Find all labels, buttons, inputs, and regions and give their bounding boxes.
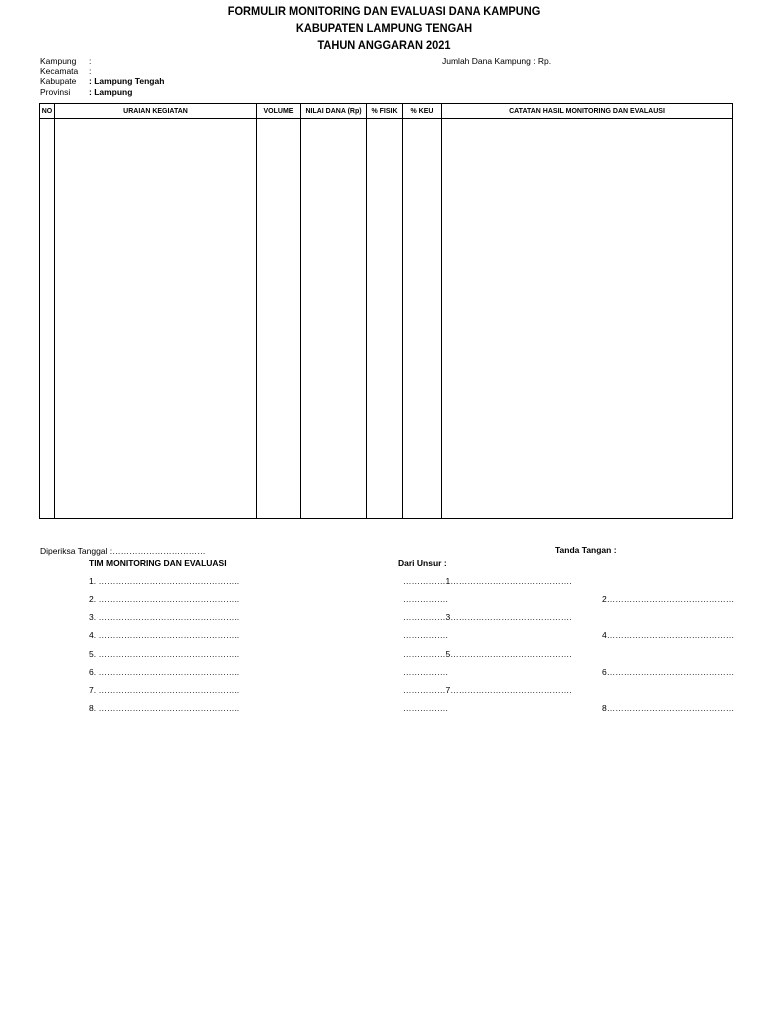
col-catatan-header: CATATAN HASIL MONITORING DAN EVALAUSI xyxy=(442,104,733,119)
col-fisik-header: % FISIK xyxy=(367,104,403,119)
kabupaten-label: Kabupate xyxy=(40,76,77,86)
table-header-row xyxy=(40,104,733,119)
kecamatan-colon: : xyxy=(89,66,92,76)
kampung-colon: : xyxy=(89,56,92,66)
tim-monitoring-title: TIM MONITORING DAN EVALUASI xyxy=(89,558,227,568)
member-line: 1. ………………………………………….. xyxy=(89,576,240,586)
unsur-line: ……………5……………………………………. xyxy=(403,649,572,659)
form-title: FORMULIR MONITORING DAN EVALUASI DANA KAMPUNG xyxy=(227,4,541,18)
unsur-line: ……………3……………………………………. xyxy=(403,612,572,622)
form-subtitle-regency: KABUPATEN LAMPUNG TENGAH xyxy=(295,21,473,35)
dari-unsur-label: Dari Unsur : xyxy=(398,558,447,568)
cell-volume[interactable] xyxy=(257,119,301,519)
member-line: 7. ………………………………………….. xyxy=(89,685,240,695)
unsur-line: ……………. xyxy=(403,703,448,713)
signature-line: 6……………………………………… xyxy=(602,667,735,677)
tanda-tangan-label: Tanda Tangan : xyxy=(555,545,617,555)
monitoring-table xyxy=(39,103,733,519)
cell-uraian[interactable] xyxy=(55,119,257,519)
unsur-line: ……………. xyxy=(403,667,448,677)
cell-nilai[interactable] xyxy=(301,119,367,519)
signature-line: 8……………………………………… xyxy=(602,703,735,713)
kabupaten-value: : Lampung Tengah xyxy=(89,76,165,86)
cell-keu[interactable] xyxy=(403,119,442,519)
member-line: 3. ………………………………………….. xyxy=(89,612,240,622)
unsur-line: ……………7……………………………………. xyxy=(403,685,572,695)
unsur-line: ……………1……………………………………. xyxy=(403,576,572,586)
cell-fisik[interactable] xyxy=(367,119,403,519)
member-line: 6. ………………………………………….. xyxy=(89,667,240,677)
provinsi-label: Provinsi xyxy=(40,87,71,97)
signature-line: 4……………………………………… xyxy=(602,630,735,640)
kecamatan-label: Kecamata xyxy=(40,66,79,76)
col-uraian-header: URAIAN KEGIATAN xyxy=(55,104,257,119)
unsur-line: ……………. xyxy=(403,630,448,640)
member-line: 5. ………………………………………….. xyxy=(89,649,240,659)
provinsi-value: : Lampung xyxy=(89,87,133,97)
signature-line: 2……………………………………… xyxy=(602,594,735,604)
member-line: 8. ………………………………………….. xyxy=(89,703,240,713)
cell-catatan[interactable] xyxy=(442,119,733,519)
cell-no[interactable] xyxy=(40,119,55,519)
table-body-row xyxy=(40,119,733,519)
kampung-label: Kampung xyxy=(40,56,77,66)
unsur-line: ……………. xyxy=(403,594,448,604)
member-line: 4. ………………………………………….. xyxy=(89,630,240,640)
diperiksa-tanggal: Diperiksa Tanggal :…………………………… xyxy=(40,546,206,556)
col-no-header: NO xyxy=(40,104,55,119)
form-subtitle-year: TAHUN ANGGARAN 2021 xyxy=(317,38,451,52)
col-volume-header: VOLUME xyxy=(257,104,301,119)
jumlah-dana-label: Jumlah Dana Kampung : Rp. xyxy=(442,56,552,66)
col-nilai-header: NILAI DANA (Rp) xyxy=(301,104,367,119)
member-line: 2. ………………………………………….. xyxy=(89,594,240,604)
col-keu-header: % KEU xyxy=(403,104,442,119)
